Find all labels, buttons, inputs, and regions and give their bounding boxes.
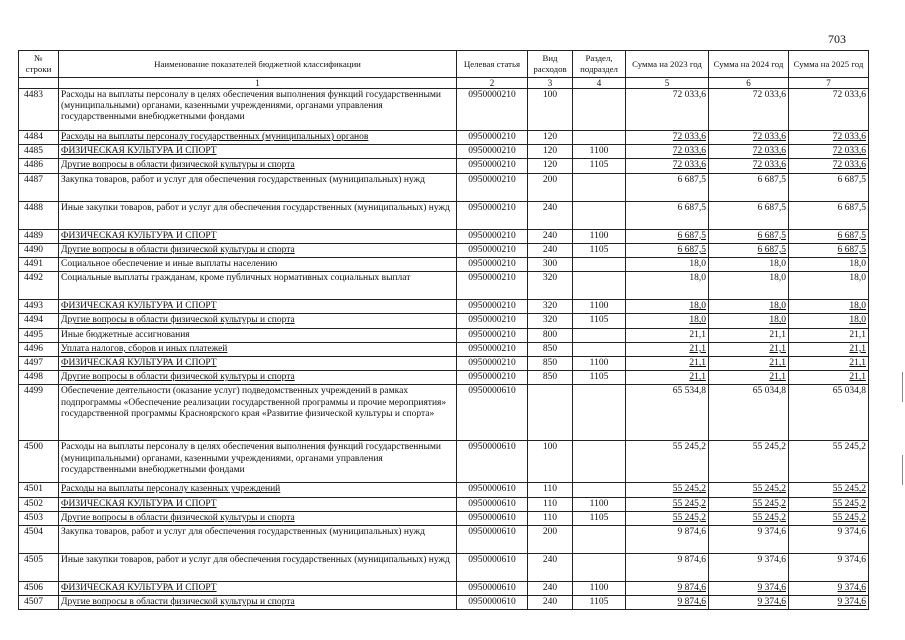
sum-2023: 65 534,8 <box>626 385 709 441</box>
sum-2025: 6 687,5 <box>789 173 869 201</box>
expense-type: 240 <box>528 243 573 257</box>
sum-2024: 6 687,5 <box>709 201 789 229</box>
sum-2025: 55 245,2 <box>789 511 869 525</box>
sum-2025: 72 033,6 <box>789 131 869 145</box>
expense-type <box>528 385 573 441</box>
section-code: 1105 <box>573 314 626 328</box>
table-row <box>19 272 869 300</box>
section-code <box>573 342 626 356</box>
sum-2025: 72 033,6 <box>789 145 869 159</box>
target-article: 0950000210 <box>457 229 528 243</box>
column-number: 3 <box>528 78 573 89</box>
sum-2024: 18,0 <box>709 300 789 314</box>
row-number: 4503 <box>19 511 59 525</box>
sum-2025: 18,0 <box>789 258 869 272</box>
section-code: 1105 <box>573 371 626 385</box>
sum-2025: 6 687,5 <box>789 243 869 257</box>
expense-type: 100 <box>528 441 573 483</box>
expense-type: 320 <box>528 300 573 314</box>
target-article: 0950000210 <box>457 159 528 173</box>
section-code <box>573 328 626 342</box>
section-code: 1100 <box>573 145 626 159</box>
table-row <box>19 258 869 272</box>
indicator-name: Другие вопросы в области физической культуры и спорта <box>59 314 457 328</box>
table-row <box>19 596 869 610</box>
sum-2023: 18,0 <box>626 314 709 328</box>
table-row <box>19 526 869 554</box>
sum-2024: 72 033,6 <box>709 145 789 159</box>
indicator-name: Другие вопросы в области физической культуры и спорта <box>59 511 457 525</box>
column-number <box>19 78 59 89</box>
target-article: 0950000210 <box>457 328 528 342</box>
table-row <box>19 159 869 173</box>
header-expense-type: Вид расходов <box>528 51 573 78</box>
table-body <box>19 89 869 610</box>
table-row <box>19 229 869 243</box>
section-code <box>573 272 626 300</box>
page-number: 703 <box>828 32 846 46</box>
target-article: 0950000610 <box>457 483 528 497</box>
row-number: 4497 <box>19 357 59 371</box>
row-number: 4490 <box>19 243 59 257</box>
indicator-name: Другие вопросы в области физической культуры и спорта <box>59 159 457 173</box>
target-article: 0950000210 <box>457 272 528 300</box>
expense-type: 320 <box>528 314 573 328</box>
indicator-name: Уплата налогов, сборов и иных платежей <box>59 342 457 356</box>
sum-2024: 55 245,2 <box>709 483 789 497</box>
target-article: 0950000610 <box>457 582 528 596</box>
sum-2023: 55 245,2 <box>626 511 709 525</box>
target-article: 0950000210 <box>457 314 528 328</box>
table-row <box>19 173 869 201</box>
header-section: Раздел, подраздел <box>573 51 626 78</box>
expense-type: 110 <box>528 511 573 525</box>
indicator-name: Социальные выплаты гражданам, кроме публичных нормативных социальных выплат <box>59 272 457 300</box>
section-code: 1100 <box>573 357 626 371</box>
budget-table <box>18 50 869 610</box>
target-article: 0950000210 <box>457 173 528 201</box>
indicator-name: Расходы на выплаты персоналу казенных учреждений <box>59 483 457 497</box>
sum-2023: 18,0 <box>626 272 709 300</box>
expense-type: 100 <box>528 89 573 131</box>
indicator-name: Обеспечение деятельности (оказание услуг) подведомственных учреждений в рамках подпрограммы «Обеспечение реализации государственной программы и прочие мероприятия» государственной программы Красноярского края «Развитие физической культуры и спорта» <box>59 385 457 441</box>
row-number: 4494 <box>19 314 59 328</box>
expense-type: 850 <box>528 357 573 371</box>
indicator-name: Иные закупки товаров, работ и услуг для обеспечения государственных (муниципальных) нужд <box>59 554 457 582</box>
row-number: 4484 <box>19 131 59 145</box>
header-row-number: № строки <box>19 51 59 78</box>
indicator-name: Закупка товаров, работ и услуг для обеспечения государственных (муниципальных) нужд <box>59 173 457 201</box>
indicator-name: Расходы на выплаты персоналу государственных (муниципальных) органов <box>59 131 457 145</box>
row-number: 4491 <box>19 258 59 272</box>
indicator-name: Другие вопросы в области физической культуры и спорта <box>59 596 457 610</box>
section-code: 1100 <box>573 229 626 243</box>
target-article: 0950000210 <box>457 201 528 229</box>
sum-2023: 6 687,5 <box>626 173 709 201</box>
row-number: 4495 <box>19 328 59 342</box>
row-number: 4499 <box>19 385 59 441</box>
sum-2023: 55 245,2 <box>626 483 709 497</box>
indicator-name: Расходы на выплаты персоналу в целях обеспечения выполнения функций государственными (муниципальными) органами, казенными учреждениями, органами управления государственными внебюджетными фондами <box>59 441 457 483</box>
sum-2025: 21,1 <box>789 371 869 385</box>
sum-2023: 72 033,6 <box>626 145 709 159</box>
sum-2024: 6 687,5 <box>709 243 789 257</box>
sum-2023: 72 033,6 <box>626 159 709 173</box>
indicator-name: ФИЗИЧЕСКАЯ КУЛЬТУРА И СПОРТ <box>59 300 457 314</box>
target-article: 0950000210 <box>457 89 528 131</box>
target-article: 0950000610 <box>457 441 528 483</box>
sum-2024: 72 033,6 <box>709 159 789 173</box>
section-code: 1105 <box>573 511 626 525</box>
sum-2025: 55 245,2 <box>789 441 869 483</box>
sum-2024: 55 245,2 <box>709 511 789 525</box>
sum-2025: 9 374,6 <box>789 596 869 610</box>
sum-2023: 6 687,5 <box>626 201 709 229</box>
table-row <box>19 511 869 525</box>
sum-2023: 21,1 <box>626 342 709 356</box>
indicator-name: Иные бюджетные ассигнования <box>59 328 457 342</box>
row-number: 4502 <box>19 497 59 511</box>
sum-2025: 55 245,2 <box>789 483 869 497</box>
section-code: 1105 <box>573 243 626 257</box>
sum-2023: 9 874,6 <box>626 554 709 582</box>
row-number: 4504 <box>19 526 59 554</box>
table-row <box>19 441 869 483</box>
expense-type: 120 <box>528 145 573 159</box>
indicator-name: Иные закупки товаров, работ и услуг для обеспечения государственных (муниципальных) нужд <box>59 201 457 229</box>
sum-2025: 6 687,5 <box>789 201 869 229</box>
sum-2024: 18,0 <box>709 258 789 272</box>
row-number: 4505 <box>19 554 59 582</box>
indicator-name: Расходы на выплаты персоналу в целях обеспечения выполнения функций государственными (муниципальными) органами, казенными учреждениями, органами управления государственными внебюджетными фондами <box>59 89 457 131</box>
target-article: 0950000210 <box>457 371 528 385</box>
indicator-name: ФИЗИЧЕСКАЯ КУЛЬТУРА И СПОРТ <box>59 497 457 511</box>
target-article: 0950000610 <box>457 385 528 441</box>
row-number: 4492 <box>19 272 59 300</box>
section-code <box>573 483 626 497</box>
section-code <box>573 441 626 483</box>
header-sum-2025: Сумма на 2025 год <box>789 51 869 78</box>
table-row <box>19 342 869 356</box>
target-article: 0950000610 <box>457 596 528 610</box>
section-code <box>573 385 626 441</box>
sum-2024: 21,1 <box>709 357 789 371</box>
table-row <box>19 371 869 385</box>
expense-type: 110 <box>528 483 573 497</box>
section-code <box>573 173 626 201</box>
target-article: 0950000210 <box>457 131 528 145</box>
sum-2025: 65 034,8 <box>789 385 869 441</box>
sum-2023: 9 874,6 <box>626 582 709 596</box>
sum-2023: 6 687,5 <box>626 229 709 243</box>
sum-2024: 65 034,8 <box>709 385 789 441</box>
sum-2023: 6 687,5 <box>626 243 709 257</box>
indicator-name: Другие вопросы в области физической культуры и спорта <box>59 243 457 257</box>
column-number-row <box>19 78 869 89</box>
expense-type: 240 <box>528 201 573 229</box>
sum-2024: 55 245,2 <box>709 441 789 483</box>
indicator-name: ФИЗИЧЕСКАЯ КУЛЬТУРА И СПОРТ <box>59 582 457 596</box>
row-number: 4493 <box>19 300 59 314</box>
header-sum-2023: Сумма на 2023 год <box>626 51 709 78</box>
section-code: 1100 <box>573 582 626 596</box>
sum-2025: 72 033,6 <box>789 159 869 173</box>
table-row <box>19 483 869 497</box>
expense-type: 120 <box>528 159 573 173</box>
sum-2023: 55 245,2 <box>626 441 709 483</box>
sum-2023: 21,1 <box>626 357 709 371</box>
expense-type: 240 <box>528 582 573 596</box>
sum-2025: 55 245,2 <box>789 497 869 511</box>
column-number: 2 <box>457 78 528 89</box>
expense-type: 850 <box>528 371 573 385</box>
target-article: 0950000210 <box>457 300 528 314</box>
target-article: 0950000210 <box>457 258 528 272</box>
column-number: 6 <box>709 78 789 89</box>
sum-2024: 9 374,6 <box>709 596 789 610</box>
section-code <box>573 201 626 229</box>
sum-2025: 9 374,6 <box>789 582 869 596</box>
table-row <box>19 328 869 342</box>
expense-type: 300 <box>528 258 573 272</box>
sum-2025: 72 033,6 <box>789 89 869 131</box>
column-number: 5 <box>626 78 709 89</box>
header-sum-2024: Сумма на 2024 год <box>709 51 789 78</box>
sum-2024: 21,1 <box>709 371 789 385</box>
sum-2023: 72 033,6 <box>626 131 709 145</box>
table-row <box>19 243 869 257</box>
row-number: 4485 <box>19 145 59 159</box>
sum-2023: 21,1 <box>626 328 709 342</box>
row-number: 4507 <box>19 596 59 610</box>
table-row <box>19 145 869 159</box>
section-code <box>573 258 626 272</box>
sum-2024: 18,0 <box>709 314 789 328</box>
row-number: 4487 <box>19 173 59 201</box>
target-article: 0950000210 <box>457 243 528 257</box>
sum-2025: 21,1 <box>789 328 869 342</box>
expense-type: 120 <box>528 131 573 145</box>
sum-2025: 18,0 <box>789 272 869 300</box>
indicator-name: ФИЗИЧЕСКАЯ КУЛЬТУРА И СПОРТ <box>59 145 457 159</box>
table-row <box>19 131 869 145</box>
expense-type: 200 <box>528 526 573 554</box>
sum-2023: 55 245,2 <box>626 497 709 511</box>
row-number: 4486 <box>19 159 59 173</box>
column-number: 1 <box>59 78 457 89</box>
target-article: 0950000610 <box>457 497 528 511</box>
sum-2023: 72 033,6 <box>626 89 709 131</box>
expense-type: 320 <box>528 272 573 300</box>
expense-type: 240 <box>528 554 573 582</box>
section-code <box>573 89 626 131</box>
sum-2024: 9 374,6 <box>709 554 789 582</box>
indicator-name: ФИЗИЧЕСКАЯ КУЛЬТУРА И СПОРТ <box>59 357 457 371</box>
sum-2024: 72 033,6 <box>709 131 789 145</box>
sum-2024: 55 245,2 <box>709 497 789 511</box>
sum-2023: 9 874,6 <box>626 596 709 610</box>
target-article: 0950000610 <box>457 554 528 582</box>
section-code <box>573 131 626 145</box>
row-number: 4483 <box>19 89 59 131</box>
sum-2024: 9 374,6 <box>709 582 789 596</box>
target-article: 0950000210 <box>457 357 528 371</box>
row-number: 4506 <box>19 582 59 596</box>
section-code: 1105 <box>573 159 626 173</box>
table-row <box>19 582 869 596</box>
row-number: 4489 <box>19 229 59 243</box>
section-code <box>573 554 626 582</box>
sum-2025: 21,1 <box>789 342 869 356</box>
sum-2024: 72 033,6 <box>709 89 789 131</box>
indicator-name: ФИЗИЧЕСКАЯ КУЛЬТУРА И СПОРТ <box>59 229 457 243</box>
table-row <box>19 497 869 511</box>
row-number: 4501 <box>19 483 59 497</box>
table-row <box>19 385 869 441</box>
sum-2025: 18,0 <box>789 314 869 328</box>
sum-2025: 9 374,6 <box>789 526 869 554</box>
expense-type: 200 <box>528 173 573 201</box>
expense-type: 110 <box>528 497 573 511</box>
sum-2025: 18,0 <box>789 300 869 314</box>
section-code: 1105 <box>573 596 626 610</box>
sum-2024: 6 687,5 <box>709 173 789 201</box>
sum-2024: 6 687,5 <box>709 229 789 243</box>
sum-2025: 21,1 <box>789 357 869 371</box>
table-row <box>19 201 869 229</box>
scroll-marker <box>902 455 903 485</box>
section-code: 1100 <box>573 300 626 314</box>
indicator-name: Закупка товаров, работ и услуг для обеспечения государственных (муниципальных) нужд <box>59 526 457 554</box>
section-code <box>573 526 626 554</box>
expense-type: 800 <box>528 328 573 342</box>
column-number: 7 <box>789 78 869 89</box>
table-row <box>19 300 869 314</box>
header-row <box>19 51 869 78</box>
sum-2023: 21,1 <box>626 371 709 385</box>
indicator-name: Социальное обеспечение и иные выплаты населению <box>59 258 457 272</box>
row-number: 4500 <box>19 441 59 483</box>
column-number: 4 <box>573 78 626 89</box>
target-article: 0950000610 <box>457 511 528 525</box>
header-target-article: Целевая статья <box>457 51 528 78</box>
table-row <box>19 314 869 328</box>
sum-2024: 18,0 <box>709 272 789 300</box>
table-row <box>19 89 869 131</box>
expense-type: 240 <box>528 596 573 610</box>
expense-type: 240 <box>528 229 573 243</box>
table-row <box>19 357 869 371</box>
row-number: 4498 <box>19 371 59 385</box>
sum-2024: 9 374,6 <box>709 526 789 554</box>
table-row <box>19 554 869 582</box>
target-article: 0950000210 <box>457 145 528 159</box>
sum-2025: 6 687,5 <box>789 229 869 243</box>
target-article: 0950000210 <box>457 342 528 356</box>
sum-2024: 21,1 <box>709 342 789 356</box>
sum-2024: 21,1 <box>709 328 789 342</box>
target-article: 0950000610 <box>457 526 528 554</box>
sum-2023: 9 874,6 <box>626 526 709 554</box>
sum-2025: 9 374,6 <box>789 554 869 582</box>
scroll-marker <box>902 372 903 402</box>
header-indicator-name: Наименование показателей бюджетной классификации <box>59 51 457 78</box>
section-code: 1100 <box>573 497 626 511</box>
sum-2023: 18,0 <box>626 258 709 272</box>
row-number: 4496 <box>19 342 59 356</box>
row-number: 4488 <box>19 201 59 229</box>
sum-2023: 18,0 <box>626 300 709 314</box>
expense-type: 850 <box>528 342 573 356</box>
indicator-name: Другие вопросы в области физической культуры и спорта <box>59 371 457 385</box>
